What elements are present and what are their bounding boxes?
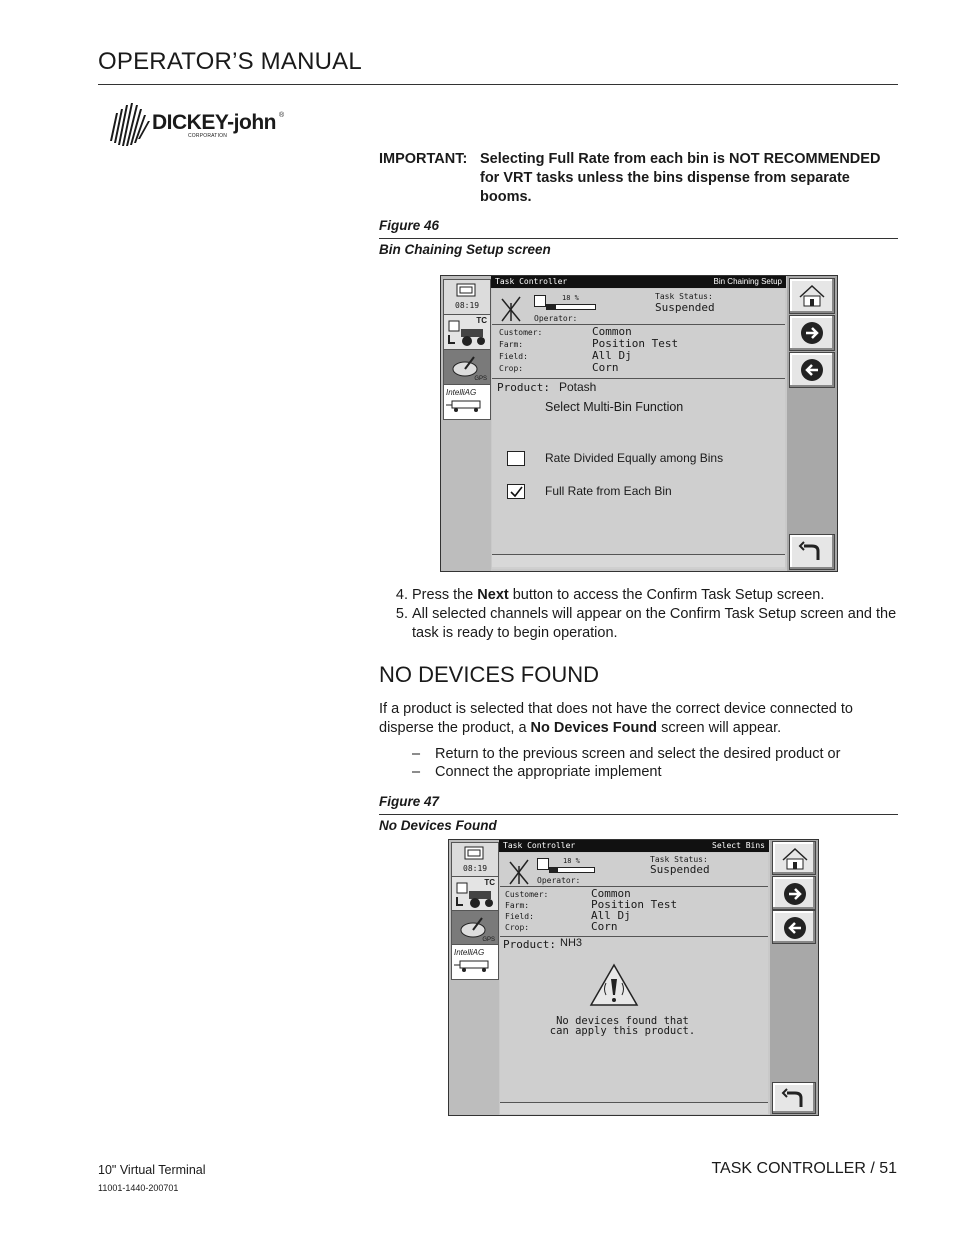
topbar-page: Bin Chaining Setup bbox=[713, 277, 782, 286]
dickey-john-logo bbox=[106, 101, 292, 149]
section-paragraph: If a product is selected that does not have the correct device connected to disperse the product, a No Devices Found screen will appear. bbox=[379, 701, 853, 736]
progress-bar bbox=[546, 304, 596, 310]
logo-corporation: CORPORATION bbox=[188, 133, 228, 139]
monitor-icon bbox=[464, 846, 484, 861]
progress-percent: 18 % bbox=[563, 857, 580, 865]
list-item: 5. All selected channels will appear on the Confirm Task Setup screen and the task is ready to begin operation. bbox=[412, 605, 907, 643]
logo-brand: DICKEY-john bbox=[152, 111, 276, 134]
progress-percent: 18 % bbox=[562, 294, 579, 302]
topbar-title: Task Controller bbox=[495, 277, 568, 286]
product-label: Product: bbox=[497, 381, 550, 394]
figure-46-caption: Bin Chaining Setup screen bbox=[379, 242, 551, 257]
task-status-value: Suspended bbox=[655, 301, 715, 314]
implement-icon bbox=[446, 399, 486, 413]
screen-topbar bbox=[499, 840, 769, 852]
field-label: Field: bbox=[499, 352, 528, 361]
important-label: IMPORTANT: bbox=[379, 151, 468, 167]
logo-registered: ® bbox=[279, 112, 285, 119]
divider bbox=[492, 378, 785, 379]
farm-label: Farm: bbox=[505, 901, 530, 910]
header-divider bbox=[98, 84, 898, 85]
figure-47-number: Figure 47 bbox=[379, 794, 440, 809]
function-title: Select Multi-Bin Function bbox=[545, 400, 684, 414]
bullet-list bbox=[412, 745, 840, 781]
back-button[interactable] bbox=[772, 910, 816, 944]
monitor-icon bbox=[456, 283, 476, 298]
intelliag-tile[interactable] bbox=[451, 944, 499, 980]
return-button[interactable] bbox=[772, 1082, 816, 1114]
left-mask-column bbox=[449, 840, 499, 1115]
warning-icon bbox=[589, 963, 639, 1007]
main-panel bbox=[500, 853, 768, 1114]
arrow-right-icon bbox=[798, 321, 826, 345]
task-status-value: Suspended bbox=[650, 863, 710, 876]
undo-icon bbox=[781, 1088, 809, 1110]
intelliag-label: IntelliAG bbox=[454, 948, 485, 957]
crop-label: Crop: bbox=[505, 923, 530, 932]
back-button[interactable] bbox=[789, 352, 835, 388]
important-text: Selecting Full Rate from each bin is NOT RECOMMENDED for VRT tasks unless the bins dispense from separate booms. bbox=[480, 151, 881, 205]
logo-mark-icon bbox=[106, 101, 154, 147]
operator-label: Operator: bbox=[537, 876, 581, 885]
home-icon bbox=[781, 847, 809, 871]
task-status-label: Task Status: bbox=[650, 855, 708, 864]
customer-value: Common bbox=[592, 325, 632, 338]
main-panel bbox=[492, 289, 785, 569]
manual-title: OPERATOR’S MANUAL bbox=[98, 48, 362, 75]
left-mask-column bbox=[441, 276, 491, 571]
crop-value: Corn bbox=[592, 361, 619, 374]
bin-chaining-setup-screen bbox=[440, 275, 838, 572]
clock-readout: 08:19 bbox=[463, 864, 488, 873]
no-signal-icon bbox=[498, 293, 524, 323]
progress-icon bbox=[537, 858, 549, 870]
topbar-page: Select Bins bbox=[712, 841, 765, 850]
product-value: Potash bbox=[559, 380, 597, 394]
divider bbox=[492, 324, 785, 325]
figure-46-rule bbox=[379, 238, 898, 239]
next-button[interactable] bbox=[789, 315, 835, 351]
footer-docnum: 11001-1440-200701 bbox=[98, 1183, 179, 1193]
home-button[interactable] bbox=[789, 278, 835, 314]
gps-label: GPS bbox=[482, 937, 495, 943]
tc-tile[interactable] bbox=[451, 876, 499, 912]
option2-checkbox[interactable] bbox=[507, 484, 525, 499]
field-value: All Dj bbox=[591, 909, 631, 922]
field-label: Field: bbox=[505, 912, 534, 921]
option2-label: Full Rate from Each Bin bbox=[545, 484, 672, 498]
field-value: All Dj bbox=[592, 349, 632, 362]
list-item: – Return to the previous screen and select the desired product or bbox=[412, 746, 841, 762]
no-devices-found-screen bbox=[448, 839, 819, 1116]
customer-label: Customer: bbox=[499, 328, 543, 337]
list-item: 4. Press the Next button to access the Confirm Task Setup screen. bbox=[412, 586, 907, 605]
status-strip bbox=[492, 554, 785, 567]
arrow-right-icon bbox=[781, 882, 809, 906]
product-value: NH3 bbox=[560, 937, 583, 949]
figure-47-caption: No Devices Found bbox=[379, 818, 497, 833]
gps-label: GPS bbox=[474, 376, 487, 382]
list-item: – Connect the appropriate implement bbox=[412, 764, 662, 780]
gps-tile[interactable] bbox=[451, 910, 499, 946]
figure-47-rule bbox=[379, 814, 898, 815]
section-heading: NO DEVICES FOUND bbox=[379, 662, 600, 687]
home-button[interactable] bbox=[772, 841, 816, 875]
intelliag-tile[interactable] bbox=[443, 384, 491, 420]
no-signal-icon bbox=[506, 856, 532, 886]
operator-label: Operator: bbox=[534, 314, 578, 323]
arrow-left-icon bbox=[798, 358, 826, 382]
tc-label: TC bbox=[484, 878, 495, 887]
customer-value: Common bbox=[591, 887, 631, 900]
softkey-column bbox=[787, 276, 837, 571]
footer-page: TASK CONTROLLER / 51 bbox=[711, 1160, 897, 1177]
option1-label: Rate Divided Equally among Bins bbox=[545, 451, 724, 465]
clock-readout: 08:19 bbox=[455, 301, 480, 310]
farm-value: Position Test bbox=[591, 898, 678, 911]
tc-tile[interactable] bbox=[443, 314, 491, 350]
farm-value: Position Test bbox=[592, 337, 679, 350]
gps-tile[interactable] bbox=[443, 349, 491, 385]
option1-checkbox[interactable] bbox=[507, 451, 525, 466]
divider bbox=[500, 886, 768, 887]
divider bbox=[500, 936, 768, 937]
clock-tile[interactable] bbox=[451, 842, 499, 878]
arrow-left-icon bbox=[781, 916, 809, 940]
home-icon bbox=[798, 284, 826, 308]
crop-value: Corn bbox=[591, 920, 618, 933]
implement-icon bbox=[454, 959, 494, 973]
softkey-column bbox=[770, 840, 818, 1115]
status-strip bbox=[500, 1102, 768, 1114]
intelliag-label: IntelliAG bbox=[446, 388, 477, 397]
checkmark-icon bbox=[508, 485, 524, 498]
progress-bar bbox=[549, 867, 595, 873]
no-devices-message: No devices found that can apply this product. bbox=[549, 1015, 696, 1037]
task-status-label: Task Status: bbox=[655, 292, 713, 301]
return-button[interactable] bbox=[789, 534, 835, 570]
footer-product: 10" Virtual Terminal bbox=[98, 1163, 206, 1177]
farm-label: Farm: bbox=[499, 340, 524, 349]
next-button[interactable] bbox=[772, 876, 816, 910]
product-label: Product: bbox=[503, 938, 556, 951]
clock-tile[interactable] bbox=[443, 279, 491, 315]
crop-label: Crop: bbox=[499, 364, 524, 373]
topbar-title: Task Controller bbox=[503, 841, 576, 850]
tc-label: TC bbox=[476, 316, 487, 325]
screen-topbar bbox=[491, 276, 786, 288]
figure-46-number: Figure 46 bbox=[379, 218, 440, 233]
customer-label: Customer: bbox=[505, 890, 549, 899]
progress-icon bbox=[534, 295, 546, 307]
steps-list bbox=[391, 586, 907, 643]
undo-icon bbox=[798, 540, 826, 564]
